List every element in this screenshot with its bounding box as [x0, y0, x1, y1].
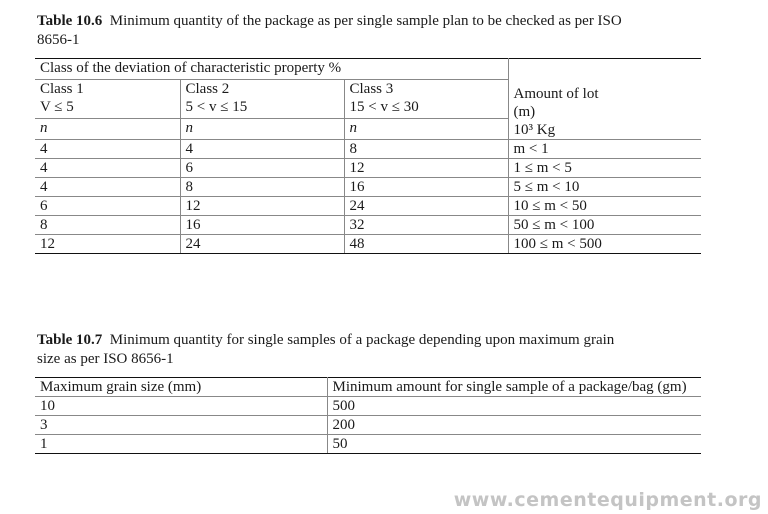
- watermark: www.cementequipment.org: [453, 489, 762, 511]
- class-name: Class 2: [185, 80, 230, 97]
- class-1-header: [35, 79, 180, 119]
- table-cell: 200: [327, 416, 701, 435]
- group-header: Class of the deviation of characteristic property %: [35, 59, 508, 80]
- table-cell: 100 ≤ m < 500: [508, 235, 701, 254]
- class-range: V ≤ 5: [40, 98, 74, 115]
- table-row: [35, 178, 701, 197]
- min-amount-header: Minimum amount for single sample of a package/bag (gm): [327, 378, 701, 397]
- table-row: [35, 140, 701, 159]
- table-header-row: [35, 378, 701, 397]
- table-cell: 4: [35, 140, 180, 159]
- sub-header-cell: n: [35, 119, 180, 140]
- table-row: [35, 216, 701, 235]
- table-row: [35, 397, 701, 416]
- class-range: 5 < v ≤ 15: [185, 98, 248, 115]
- table-cell: 8: [344, 140, 508, 159]
- table-cell: m < 1: [508, 140, 701, 159]
- table-row: [35, 435, 701, 454]
- table-cell: 50 ≤ m < 100: [508, 216, 701, 235]
- table-cell: 16: [180, 216, 344, 235]
- caption-text-continued: size as per ISO 8656-1: [37, 351, 174, 367]
- table-row: [35, 159, 701, 178]
- table-cell: 500: [327, 397, 701, 416]
- sub-header-cell: n: [180, 119, 344, 140]
- table-cell: 4: [35, 159, 180, 178]
- table-cell: 10 ≤ m < 50: [508, 197, 701, 216]
- class-range: 15 < v ≤ 30: [349, 98, 419, 115]
- table-cell: 4: [35, 178, 180, 197]
- amount-header-m: (m): [513, 104, 536, 120]
- class-2-header: [180, 79, 344, 119]
- table-cell: 16: [344, 178, 508, 197]
- table-row: [35, 197, 701, 216]
- table-cell: 3: [35, 416, 327, 435]
- table-cell: 24: [180, 235, 344, 254]
- table-cell: 12: [180, 197, 344, 216]
- caption-label: Table 10.6: [37, 13, 103, 29]
- amount-header: [508, 59, 701, 140]
- table-cell: 8: [180, 178, 344, 197]
- table-cell: 1 ≤ m < 5: [508, 159, 701, 178]
- table-cell: 8: [35, 216, 180, 235]
- amount-header-label: Amount of lot: [513, 86, 599, 102]
- table-cell: 4: [180, 140, 344, 159]
- table-10-7-caption: [37, 331, 614, 369]
- table-cell: 10: [35, 397, 327, 416]
- table-cell: 12: [35, 235, 180, 254]
- table-cell: 6: [180, 159, 344, 178]
- caption-text-continued: 8656-1: [37, 32, 80, 48]
- table-row: [35, 416, 701, 435]
- table-10-6: [35, 58, 701, 254]
- caption-text: Minimum quantity of the package as per single sample plan to be checked as per ISO: [109, 13, 622, 29]
- class-name: Class 3: [349, 80, 394, 97]
- class-3-header: [344, 79, 508, 119]
- table-cell: 32: [344, 216, 508, 235]
- table-10-6-caption: [37, 12, 622, 50]
- table-cell: 48: [344, 235, 508, 254]
- table-cell: 1: [35, 435, 327, 454]
- caption-text: Minimum quantity for single samples of a package depending upon maximum grain: [109, 332, 615, 348]
- amount-header-unit: 10³ Kg: [513, 122, 556, 138]
- class-name: Class 1: [40, 80, 84, 97]
- sub-header-cell: n: [344, 119, 508, 140]
- table-header-row: [35, 59, 701, 80]
- table-10-7: [35, 377, 701, 454]
- table-cell: 50: [327, 435, 701, 454]
- caption-label: Table 10.7: [37, 332, 103, 348]
- table-row: [35, 235, 701, 254]
- table-cell: 5 ≤ m < 10: [508, 178, 701, 197]
- grain-size-header: Maximum grain size (mm): [35, 378, 327, 397]
- table-cell: 24: [344, 197, 508, 216]
- table-cell: 12: [344, 159, 508, 178]
- table-cell: 6: [35, 197, 180, 216]
